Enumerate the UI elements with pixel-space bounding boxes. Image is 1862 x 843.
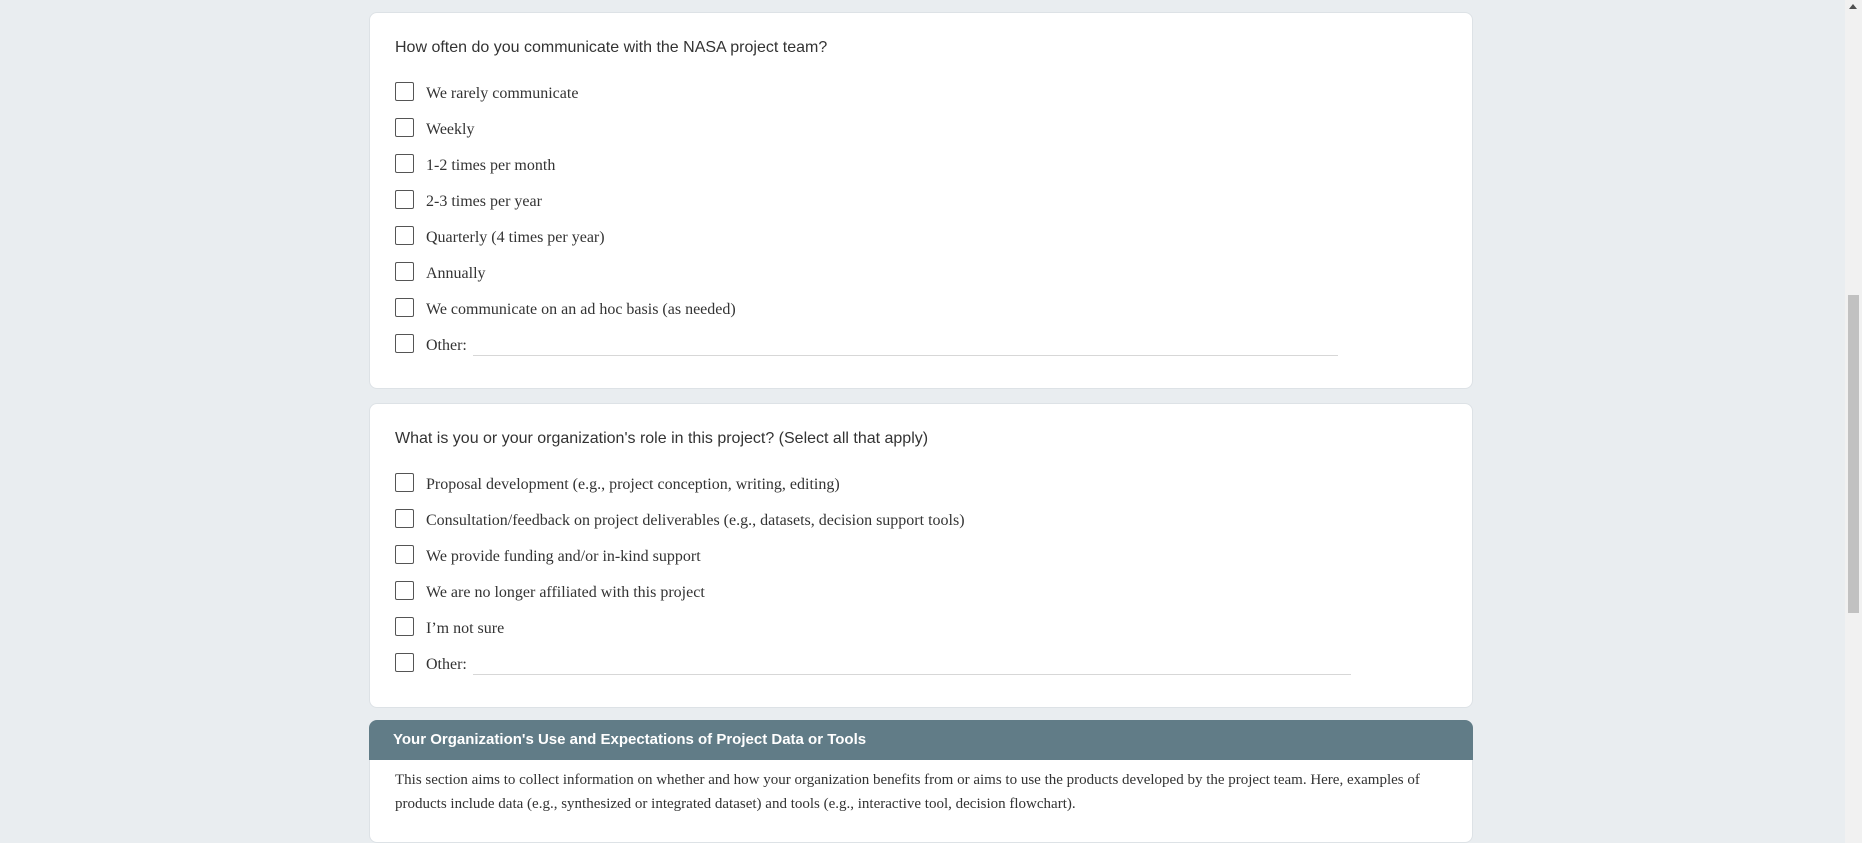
option-label: Weekly xyxy=(426,121,475,138)
option-not-sure[interactable] xyxy=(395,617,504,641)
option-label: Proposal development (e.g., project conception, writing, editing) xyxy=(426,476,840,493)
option-label: We communicate on an ad hoc basis (as needed) xyxy=(426,301,736,318)
option-label: We rarely communicate xyxy=(426,85,579,102)
question-title: How often do you communicate with the NASA project team? xyxy=(395,39,828,56)
checkbox[interactable] xyxy=(395,190,414,209)
checkbox[interactable] xyxy=(395,653,414,672)
checkbox[interactable] xyxy=(395,473,414,492)
question-title: What is you or your organization's role in this project? (Select all that apply) xyxy=(395,430,929,447)
option-consultation[interactable] xyxy=(395,509,965,533)
option-label: Other: xyxy=(426,656,467,673)
option-label: We are no longer affiliated with this project xyxy=(426,584,705,601)
option-label: 2-3 times per year xyxy=(426,193,542,210)
option-no-longer[interactable] xyxy=(395,581,705,605)
option-label: Quarterly (4 times per year) xyxy=(426,229,605,246)
checkbox[interactable] xyxy=(395,118,414,137)
scroll-up-arrow-icon[interactable] xyxy=(1849,4,1857,9)
option-label: I’m not sure xyxy=(426,620,505,637)
option-quarterly[interactable] xyxy=(395,226,605,250)
option-annually[interactable] xyxy=(395,262,486,286)
option-label: 1-2 times per month xyxy=(426,157,556,174)
option-other[interactable] xyxy=(395,653,1351,677)
option-monthly[interactable] xyxy=(395,154,555,178)
option-label: Annually xyxy=(426,265,486,282)
question-card-role xyxy=(369,403,1473,708)
vertical-scrollbar[interactable] xyxy=(1845,0,1862,843)
section-description: This section aims to collect information on whether and how your organization benefits from or aims to use the products developed by the project team. Here, examples of products include data (e.g., synthesized or integrated dataset) and tools (e.g., interactive tool, decision flowchart). xyxy=(369,760,1473,843)
option-label: Consultation/feedback on project deliverables (e.g., datasets, decision support tools) xyxy=(426,512,965,529)
checkbox[interactable] xyxy=(395,154,414,173)
question-card-communication xyxy=(369,12,1473,389)
section-header: Your Organization's Use and Expectations of Project Data or Tools xyxy=(369,720,1473,760)
checkbox[interactable] xyxy=(395,509,414,528)
checkbox[interactable] xyxy=(395,262,414,281)
other-text-input[interactable] xyxy=(473,674,1351,675)
option-per-year[interactable] xyxy=(395,190,542,214)
checkbox[interactable] xyxy=(395,226,414,245)
checkbox[interactable] xyxy=(395,581,414,600)
option-label: Other: xyxy=(426,337,467,354)
other-text-input[interactable] xyxy=(473,355,1338,356)
option-funding[interactable] xyxy=(395,545,701,569)
option-proposal[interactable] xyxy=(395,473,840,497)
scrollbar-thumb[interactable] xyxy=(1848,295,1859,613)
checkbox[interactable] xyxy=(395,545,414,564)
checkbox[interactable] xyxy=(395,82,414,101)
option-rarely[interactable] xyxy=(395,82,578,106)
option-label: We provide funding and/or in-kind support xyxy=(426,548,701,565)
option-weekly[interactable] xyxy=(395,118,474,142)
option-ad-hoc[interactable] xyxy=(395,298,736,322)
option-other[interactable] xyxy=(395,334,1338,358)
checkbox[interactable] xyxy=(395,617,414,636)
checkbox[interactable] xyxy=(395,334,414,353)
checkbox[interactable] xyxy=(395,298,414,317)
